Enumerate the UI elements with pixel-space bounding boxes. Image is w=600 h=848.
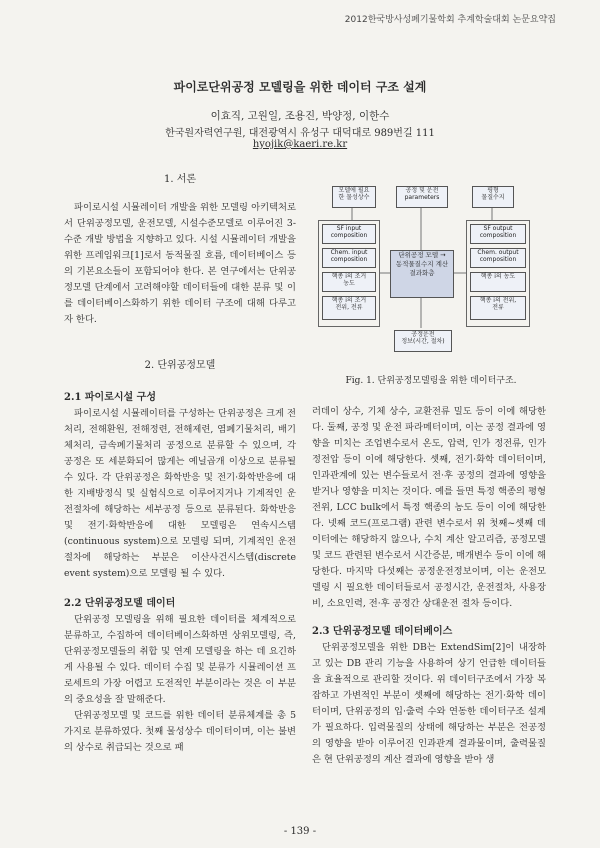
- data-structure-figure: [312, 178, 550, 368]
- subsection-2-1-paragraph: 파이로시설 시뮬레이터를 구성하는 단위공정은 크게 전처리, 전해환원, 전해정련, 전해제련, 염폐기물처리, 배기체처리, 금속폐기물처리 공정으로 분류할 수 있으며, 각 공정은 또 세분화되어 많게는 예닐곱개 이상으로 분류될 수 있다. 각 단위공정은 화학반응 및 전기·화학반응에 대한 지배방정식 및 실험식으로 이루어지거나 기계적인 운전절차에 해당하는 세부공정 등으로 분류된다. 화학반응 및 전기·화학반응에 대한 모델링은 연속시스템(continuous system)으로 모델링 되며, 기계적인 운전절차에 해당하는 부분은 이산사건시스템(discrete event system)으로 모델링 될 수 있다.: [64, 408, 296, 579]
- figure-box-operation-info: 공정운전 정보(시간, 절차): [394, 330, 452, 352]
- section-2-heading: 2. 단위공정모델: [144, 360, 216, 371]
- left-column-body: [64, 358, 296, 756]
- left-column-intro: [64, 172, 296, 328]
- right-continuation-paragraph: 러데이 상수, 기체 상수, 교환전류 밀도 등이 이에 해당한다. 둘째, 공정 및 운전 파라메터이며, 이는 공정 결과에 영향을 미치는 조업변수로서 온도, 압력, 인가 정전류, 인가 정전압 등이 이에 해당한다. 셋째, 전기·화학 데이터이며, 인과관계에 있는 변수들로서 전·후 공정의 결과에 영향을 받거나 영향을 미치는 것이다. 예를 들면 특정 핵종의 평형전위, LCC bulk에서 특정 핵종의 농도 등이 이에 해당한다. 넷째 코드(프로그램) 관련 변수로서 위 첫째~셋째 데이터에는 해당하지 않으나, 수치 계산 알고리즘, 공정모델 및 코드 관련된 변수로서 시간증분, 매개변수 등이 이에 해당한다. 마지막 다섯째는 공정운전정보이며, 이는 운전모델링 시 필요한 데이터들로서 공정시간, 운전절차, 사용장비, 소요인력, 전·후 공정간 상대운전 절차 등이다.: [312, 406, 546, 609]
- page-number: - 139 -: [283, 826, 317, 837]
- figure-box-output-potential: 핵종 i의 전위, 전류: [470, 296, 526, 320]
- figure-box-sf-output: SF output composition: [470, 224, 526, 244]
- figure-box-chem-output: Chem. output composition: [470, 248, 526, 268]
- paper-title: 파이로단위공정 모델링을 위한 데이터 구조 설계: [173, 80, 427, 94]
- figure-box-sf-input: SF input composition: [322, 224, 376, 244]
- figure-box-parameters: 공정 및 운전 parameters: [396, 186, 448, 208]
- affiliation: 한국원자력연구원, 대전광역시 유성구 대덕대로 989번길 111: [165, 128, 435, 139]
- subsection-2-2-paragraph-2: 단위공정모델 및 코드를 위한 데이터 분류체계를 총 5 가지로 분류하였다. 첫째 물성상수 데이터이며, 이는 불변의 상수로 취급되는 것으로 패: [64, 710, 296, 753]
- subsection-2-2-paragraph-1: 단위공정 모델링을 위해 필요한 데이터를 체계적으로 분류하고, 수집하여 데이터베이스화하면 상위모델링, 즉, 단위공정모델들의 취합 및 연계 모델링을 하는 데 요긴하게 사용될 수 있다. 데이터 수집 및 분류가 시뮬레이션 프로세트의 가장 어렵고 도전적인 부분이라는 것은 이 부분의 중요성을 잘 말해준다.: [64, 614, 296, 705]
- figure-box-input-concentration: 핵종 i의 조거 농도: [322, 272, 376, 292]
- subsection-2-1-heading: 2.1 파이로시설 구성: [64, 392, 156, 403]
- subsection-2-3-heading: 2.3 단위공정모델 데이터베이스: [312, 626, 453, 637]
- section-intro-heading: 1. 서론: [163, 174, 197, 185]
- subsection-2-3-paragraph: 단위공정모델을 위한 DB는 ExtendSim[2]이 내장하고 있는 DB 관리 기능을 사용하여 상기 언급한 데이터들을 효율적으로 관리할 것이다. 위 데이터구조에서 가장 복잡하고 가변적인 부분이 셋째에 해당하는 전기·화학 데이터이며, 단위공정의 입·출력 수와 연동한 데이터구조 설계가 필요하다. 입력물질의 상태에 해당하는 부분은 전공정의 영향을 받아 이루어진 인과관계 결과물이며, 출력물질은 현 단위공정의 계산 결과에 영향을 받아 생: [312, 642, 546, 765]
- email-link[interactable]: hyojik@kaeri.re.kr: [252, 139, 348, 150]
- figure-box-equilibrium: 평형 물질수지: [472, 186, 514, 208]
- figure-box-constants: 모델에 필요 한 물성상수: [332, 186, 376, 208]
- authors: 이효직, 고원일, 조용진, 박양정, 이한수: [210, 110, 390, 122]
- figure-box-chem-input: Chem. input composition: [322, 248, 376, 268]
- figure-box-unit-process-model: 단위공정 모델 → 동적물질수지 계산 결과화층: [390, 250, 454, 298]
- intro-paragraph: 파이로시설 시뮬레이터 개발을 위한 모델링 아키텍처로서 단위공정모델, 운전모델, 시설수준모델로 이루어진 3-수준 개발 방법을 지향하고 있다. 시설 시뮬레이터 개발을 위한 프레임워크[1]로서 동적물질 흐름, 데이터베이스 등의 기본요소들이 포함되어야 한다. 본 연구에서는 단위공정모델 단계에서 고려해야할 데이터들에 대한 분류 및 이를 데이터베이스화하기 위한 데이터 구조에 대해 다루고자 한다.: [64, 202, 296, 325]
- right-column-body: [312, 404, 546, 768]
- running-header: 2012한국방사성폐기물학회 추계학술대회 논문요약집: [344, 15, 556, 25]
- figure-box-output-concentration: 핵종 i의 농도: [470, 272, 526, 292]
- subsection-2-2-heading: 2.2 단위공정모델 데이터: [64, 598, 176, 609]
- figure-caption: Fig. 1. 단위공정모델링을 위한 데이터구조.: [345, 376, 517, 386]
- figure-box-input-potential: 핵종 i의 조거 전위, 전류: [322, 296, 376, 320]
